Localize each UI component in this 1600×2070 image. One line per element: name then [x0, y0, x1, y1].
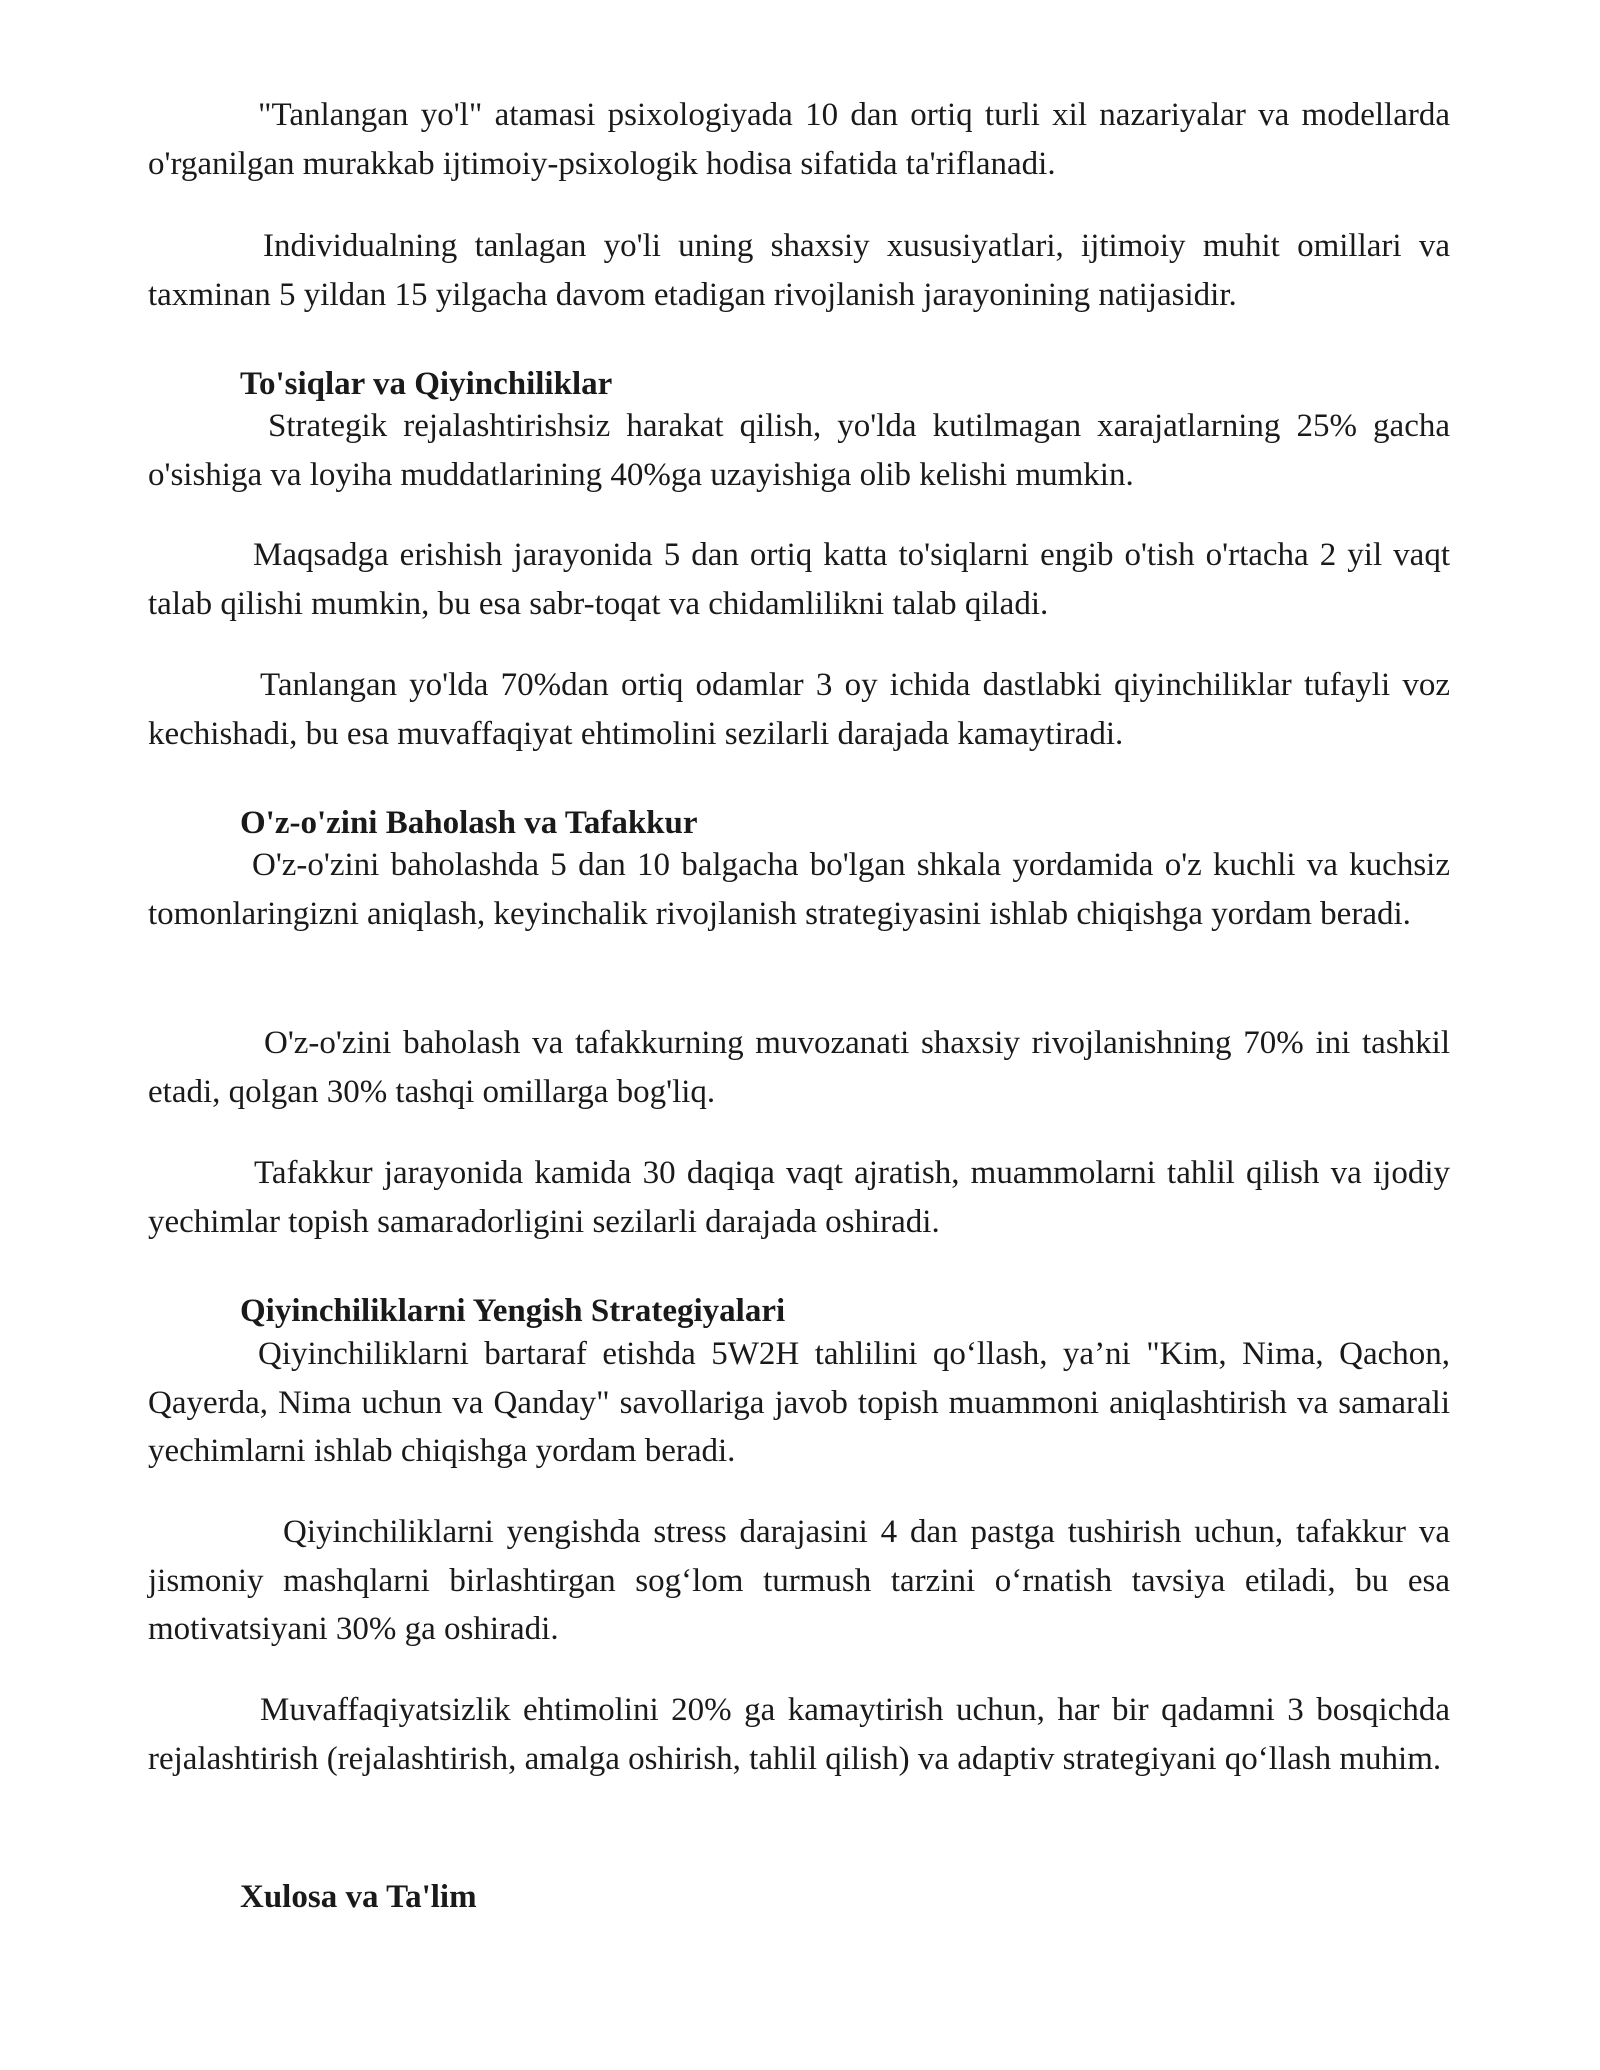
paragraph: Individualning tanlagan yo'li uning shaxsiy xususiyatlari, ijtimoiy muhit omillari va taxminan 5 yildan 15 yilgacha davom etadigan rivojlanish jarayonining natijasidir.	[148, 228, 1450, 313]
paragraph: "Tanlangan yo'l" atamasi psixologiyada 10 dan ortiq turli xil nazariyalar va modellarda o'rganilgan murakkab ijtimoiy-psixologik hodisa sifatida ta'riflanadi.	[148, 97, 1450, 182]
paragraph: Tanlangan yo'lda 70%dan ortiq odamlar 3 oy ichida dastlabki qiyinchiliklar tufayli voz kechishadi, bu esa muvaffaqiyat ehtimolini sezilarli darajada kamaytiradi.	[148, 667, 1450, 752]
paragraph: O'z-o'zini baholashda 5 dan 10 balgacha bo'lgan shkala yordamida o'z kuchli va kuchsiz tomonlaringizni aniqlash, keyinchalik rivojlanish strategiyasini ishlab chiqishga yordam beradi.	[148, 847, 1450, 932]
section-heading: O'z-o'zini Baholash va Tafakkur	[240, 805, 698, 841]
paragraph: Tafakkur jarayonida kamida 30 daqiqa vaqt ajratish, muammolarni tahlil qilish va ijodiy yechimlar topish samaradorligini sezilarli darajada oshiradi.	[148, 1155, 1450, 1240]
paragraph: Qiyinchiliklarni yengishda stress darajasini 4 dan pastga tushirish uchun, tafakkur va jismoniy mashqlarni birlashtirgan sog‘lom turmush tarzini o‘rnatish tavsiya etiladi, bu esa motivatsiyani 30% ga oshiradi.	[148, 1514, 1450, 1647]
paragraph: Muvaffaqiyatsizlik ehtimolini 20% ga kamaytirish uchun, har bir qadamni 3 bosqichda rejalashtirish (rejalashtirish, amalga oshirish, tahlil qilish) va adaptiv strategiyani qo‘llash muhim.	[148, 1692, 1450, 1777]
section-heading: Xulosa va Ta'lim	[240, 1879, 477, 1915]
paragraph: Maqsadga erishish jarayonida 5 dan ortiq katta to'siqlarni engib o'tish o'rtacha 2 yil vaqt talab qilishi mumkin, bu esa sabr-toqat va chidamlilikni talab qiladi.	[148, 537, 1450, 622]
section-heading: Qiyinchiliklarni Yengish Strategiyalari	[240, 1293, 786, 1329]
paragraph: Qiyinchiliklarni bartaraf etishda 5W2H tahlilini qo‘llash, ya’ni "Kim, Nima, Qachon, Qayerda, Nima uchun va Qanday" savollariga javob topish muammoni aniqlashtirish va samarali yechimlarni ishlab chiqishga yordam beradi.	[148, 1336, 1450, 1469]
paragraph: Strategik rejalashtirishsiz harakat qilish, yo'lda kutilmagan xarajatlarning 25% gacha o'sishiga va loyiha muddatlarining 40%ga uzayishiga olib kelishi mumkin.	[148, 408, 1450, 493]
paragraph: O'z-o'zini baholash va tafakkurning muvozanati shaxsiy rivojlanishning 70% ini tashkil etadi, qolgan 30% tashqi omillarga bog'liq.	[148, 1025, 1450, 1110]
section-heading: To'siqlar va Qiyinchiliklar	[240, 366, 613, 402]
